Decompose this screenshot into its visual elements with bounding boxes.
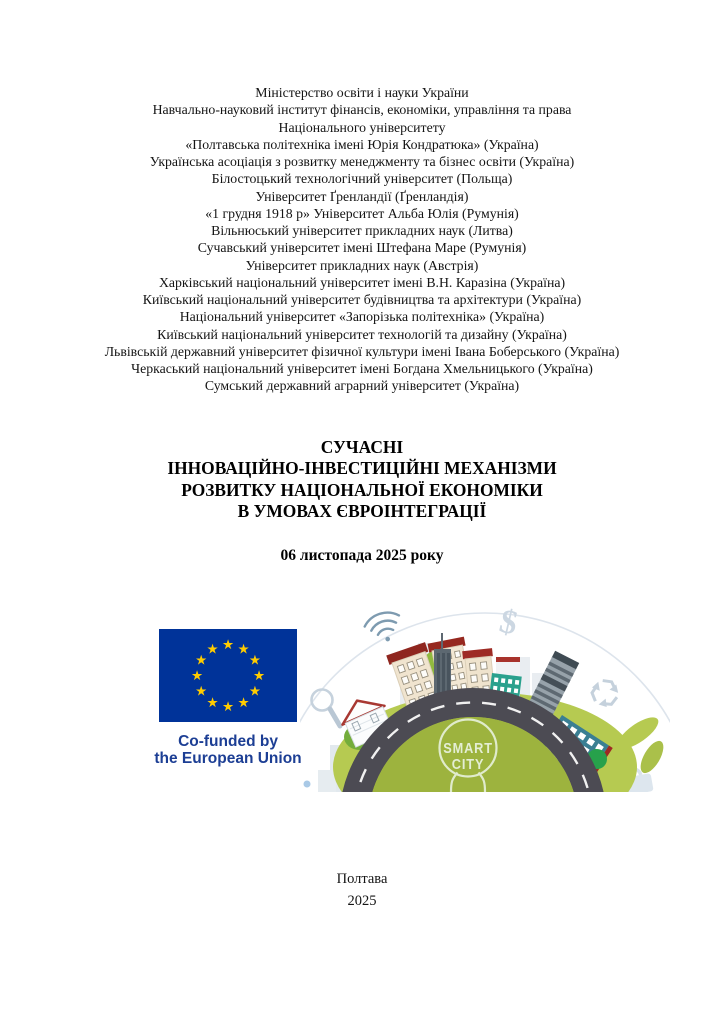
recycle-icon [586,679,620,712]
svg-text:★: ★ [221,699,235,716]
smart-city-illustration [300,585,670,792]
eu-caption-line: the European Union [154,750,302,767]
svg-text:★: ★ [237,641,250,658]
dollar-icon: $ [496,602,522,643]
smart-city-label: SMART [443,740,493,757]
imprint-city: Полтава [336,871,388,887]
eu-caption-line: Co-funded by [178,733,278,750]
eu-flag-icon [159,629,297,722]
conference-date: 06 листопада 2025 року [280,547,444,564]
institution-line: Сучавський університет імені Штефана Маре (Румунія) [197,240,527,256]
institution-line: Національний університет «Запорізька політехніка» (Україна) [179,309,545,325]
svg-text:★: ★ [206,695,219,712]
institution-line: Університет прикладних наук (Австрія) [245,257,479,273]
institution-line: Харківський національний університет імені В.Н. Каразіна (Україна) [158,274,566,290]
institution-line: Навчально-науковий інститут фінансів, економіки, управління та права [152,102,572,118]
svg-text:★: ★ [206,641,219,658]
svg-text:★: ★ [190,668,204,685]
eu-funding-logo [140,629,316,767]
svg-text:★: ★ [195,683,208,700]
eu-caption [140,733,316,767]
svg-text:★: ★ [252,668,266,685]
conference-title [0,437,724,522]
institution-line: Київський національний університет будівництва та архітектури (Україна) [142,292,582,307]
svg-text:★: ★ [195,652,208,669]
institution-line: Міністерство освіти і науки України [255,85,469,100]
svg-text:★: ★ [248,683,261,700]
institution-line: Вільнюський університет прикладних наук (Литва) [211,223,513,238]
svg-text:★: ★ [221,637,235,654]
institution-line: Університет Ґренландії (Ґренландія) [255,188,469,204]
institution-line: «Полтавська політехніка імені Юрія Кондратюка» (Україна) [185,136,539,152]
smart-city-label: CITY [451,756,485,773]
title-line: ІННОВАЦІЙНО-ІНВЕСТИЦІЙНІ МЕХАНІЗМИ [167,458,557,479]
imprint-year: 2025 [347,892,377,909]
institution-line: Львівській державний університет фізичної культури імені Івана Боберського (Україна) [104,343,620,359]
institution-line: Національного університету [278,119,446,135]
wifi-icon [362,608,405,646]
institution-line: Черкаський національний університет імені Богдана Хмельницького (Україна) [131,361,593,376]
institution-line: Українська асоціація з розвитку менеджменту та бізнес освіти (Україна) [149,154,575,169]
svg-text:★: ★ [237,695,250,712]
institution-line: Білостоцький технологічний університет (Польща) [211,171,513,187]
svg-text:★: ★ [248,652,261,669]
imprint [0,869,724,912]
institution-line: Київський національний університет технологій та дизайну (Україна) [157,326,567,342]
dot-decoration [304,781,311,788]
title-line: РОЗВИТКУ НАЦІОНАЛЬНОЇ ЕКОНОМІКИ [181,479,543,500]
magnifier-icon [312,690,341,727]
institution-line: «1 грудня 1918 р» Університет Альба Юлія (Румунія) [205,205,519,221]
institution-line: Сумський державний аграрний університет (Україна) [204,378,520,394]
title-line: СУЧАСНІ [320,437,404,457]
institutions-list [0,84,724,395]
title-line: В УМОВАХ ЄВРОІНТЕГРАЦІЇ [237,500,487,521]
